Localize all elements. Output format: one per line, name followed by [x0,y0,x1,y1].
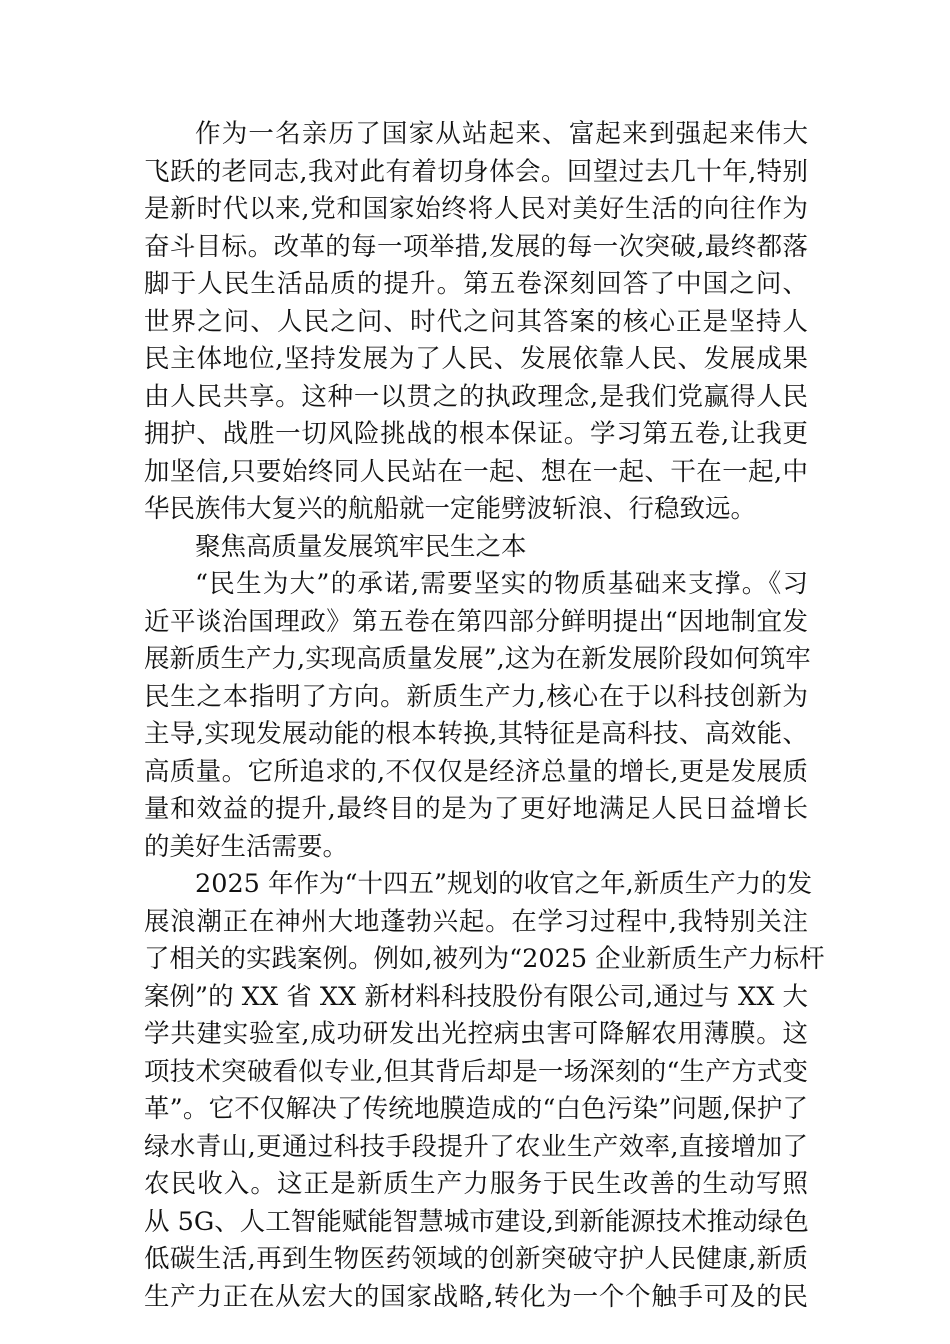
text-line: 民主体地位,坚持发展为了人民、发展依靠人民、发展成果 [144,344,808,374]
text-line: 革”。它不仅解决了传统地膜造成的“白色污染”问题,保护了 [144,1094,808,1124]
text-line: 2025 年作为“十四五”规划的收官之年,新质生产力的发 [195,869,813,899]
text-line: 高质量。它所追求的,不仅仅是经济总量的增长,更是发展质 [144,756,808,787]
text-line: 学共建实验室,成功研发出光控病虫害可降解农用薄膜。这 [144,1019,808,1049]
text-line: 是新时代以来,党和国家始终将人民对美好生活的向往作为 [144,194,808,224]
text-line: 展浪潮正在神州大地蓬勃兴起。在学习过程中,我特别关注 [144,906,808,937]
text-line: 拥护、战胜一切风险挑战的根本保证。学习第五卷,让我更 [144,419,808,449]
text-line: 了相关的实践案例。例如,被列为“2025 企业新质生产力标杆 [144,944,825,974]
text-line: 作为一名亲历了国家从站起来、富起来到强起来伟大 [195,119,808,149]
section-heading [144,529,808,567]
text-line: 由人民共享。这种一以贯之的执政理念,是我们党赢得人民 [144,381,808,412]
text-line: 脚于人民生活品质的提升。第五卷深刻回答了中国之问、 [144,269,808,299]
text-line: 低碳生活,再到生物医药领域的创新突破守护人民健康,新质 [144,1244,808,1274]
text-line: 从 5G、人工智能赋能智慧城市建设,到新能源技术推动绿色 [144,1206,809,1237]
heading-text: 聚焦高质量发展筑牢民生之本 [195,531,527,562]
paragraph-2 [144,566,811,866]
text-line: 展新质生产力,实现高质量发展”,这为在新发展阶段如何筑牢 [144,644,811,674]
text-line: 奋斗目标。改革的每一项举措,发展的每一次突破,最终都落 [144,231,808,262]
text-line: 的美好生活需要。 [144,831,349,862]
text-line: 量和效益的提升,最终目的是为了更好地满足人民日益增长 [144,794,808,824]
text-line: 飞跃的老同志,我对此有着切身体会。回望过去几十年,特别 [144,156,808,187]
text-line: 世界之问、人民之问、时代之问其答案的核心正是坚持人 [144,306,808,337]
text-line: 主导,实现发展动能的根本转换,其特征是高科技、高效能、 [144,719,808,749]
text-line: 近平谈治国理政》第五卷在第四部分鲜明提出“因地制宜发 [144,606,808,637]
paragraph-1 [144,116,808,529]
text-line: 生产力正在从宏大的国家战略,转化为一个个触手可及的民 [144,1281,808,1312]
document-page [144,116,825,1316]
text-line: “民生为大”的承诺,需要坚实的物质基础来支撑。《习 [195,569,808,599]
text-line: 农民收入。这正是新质生产力服务于民生改善的生动写照 [144,1169,808,1199]
text-line: 绿水青山,更通过科技手段提升了农业生产效率,直接增加了 [144,1131,808,1162]
text-line: 项技术突破看似专业,但其背后却是一场深刻的“生产方式变 [144,1056,808,1087]
text-line: 加坚信,只要始终同人民站在一起、想在一起、干在一起,中 [144,456,808,487]
paragraph-3 [144,866,825,1316]
text-line: 华民族伟大复兴的航船就一定能劈波斩浪、行稳致远。 [144,494,757,524]
text-line: 民生之本指明了方向。新质生产力,核心在于以科技创新为 [144,681,808,712]
text-line: 案例”的 XX 省 XX 新材料科技股份有限公司,通过与 XX 大 [144,981,808,1012]
